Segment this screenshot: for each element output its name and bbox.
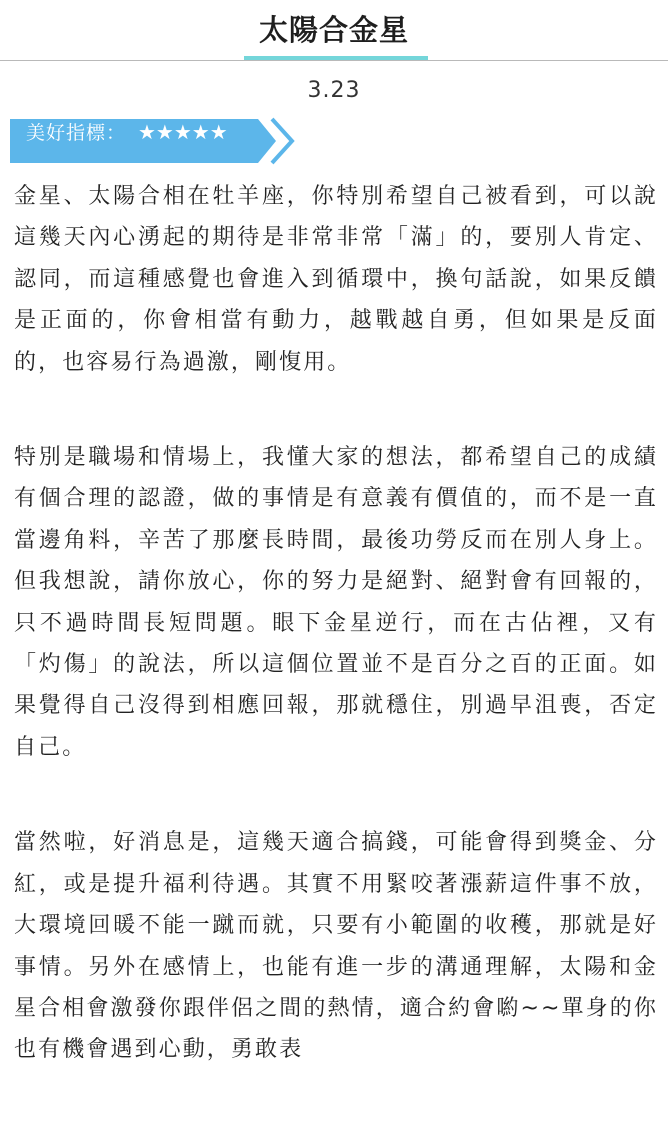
header-divider bbox=[0, 60, 668, 61]
rating-label: 美好指標： bbox=[26, 122, 127, 144]
article-paragraph-3: 當然啦，好消息是，這幾天適合搞錢，可能會得到獎金、分紅，或是提升福利待遇。其實不用緊咬著漲薪這件事不放，大環境回暖不能一蹴而就，只要有小範圍的收穫，那就是好事情。另外在感情上，也能有進一步的溝通理解，太陽和金星合相會激發你跟伴侶之間的熱情，適合約會喲~~單身的你也有機會遇到心動，勇敢表 bbox=[14, 830, 658, 1063]
date-label: 3.23 bbox=[307, 78, 361, 103]
title-section bbox=[0, 0, 668, 62]
rating-banner bbox=[10, 117, 300, 165]
article-body bbox=[14, 176, 658, 1125]
article-paragraph-1: 金星、太陽合相在牡羊座，你特別希望自己被看到，可以說這幾天內心湧起的期待是非常非常「滿」的，要別人肯定、認同，而這種感覺也會進入到循環中，換句話說，如果反饋是正面的，你會相當有動力，越戰越自勇，但如果是反面的，也容易行為過激，剛愎用。 bbox=[14, 184, 658, 375]
article-paragraph-2: 特別是職場和情場上，我懂大家的想法，都希望自己的成績有個合理的認證，做的事情是有意義有價值的，而不是一直當邊角料，辛苦了那麼長時間，最後功勞反而在別人身上。但我想說，請你放心，你的努力是絕對、絕對會有回報的，只不過時間長短問題。眼下金星逆行，而在古佔裡，又有「灼傷」的說法，所以這個位置並不是百分之百的正面。如果覺得自己沒得到相應回報，那就穩住，別過早沮喪，否定自己。 bbox=[14, 445, 658, 760]
star-rating-icon: ★★★★★ bbox=[138, 120, 228, 144]
page-title: 太陽合金星 bbox=[258, 13, 409, 47]
